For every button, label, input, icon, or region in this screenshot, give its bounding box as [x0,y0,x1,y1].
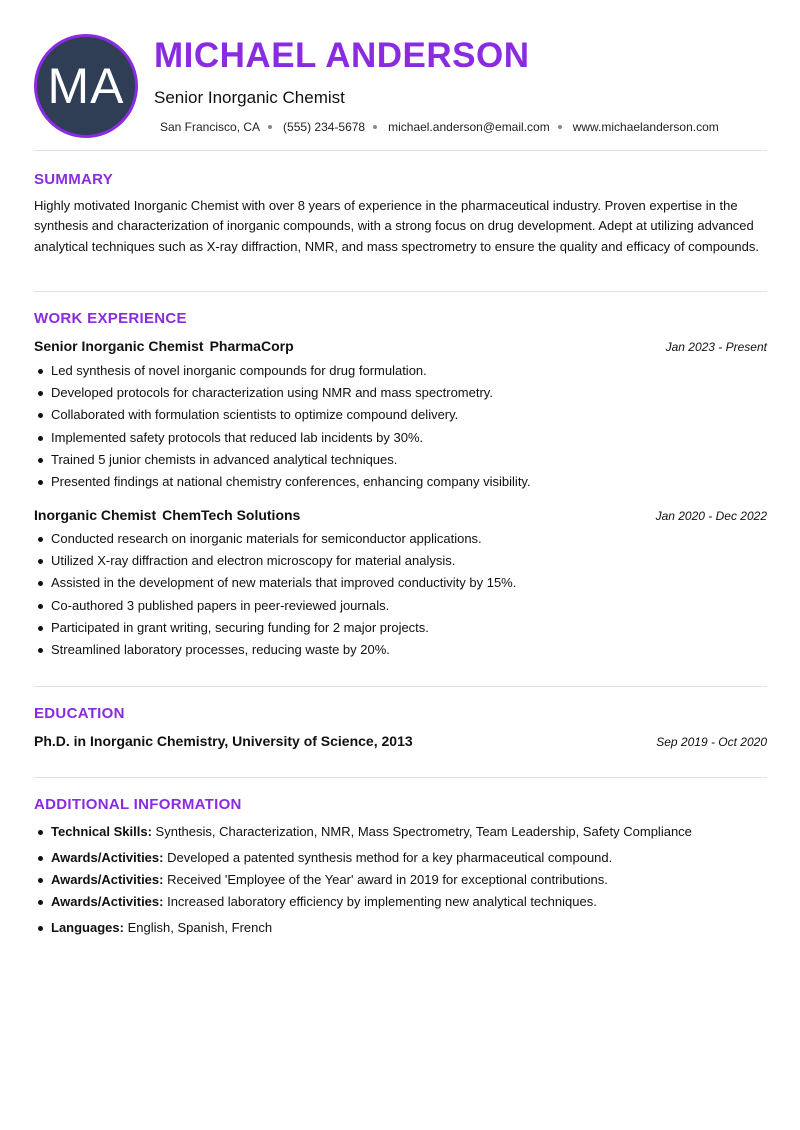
list-item: Co-authored 3 published papers in peer-reviewed journals. [51,595,767,617]
list-item: Developed protocols for characterization using NMR and mass spectrometry. [51,382,767,404]
additional-heading: ADDITIONAL INFORMATION [34,796,242,813]
contact-website: www.michaelanderson.com [572,120,719,134]
list-item [51,891,767,913]
divider [34,150,767,151]
job-role: Senior Inorganic Chemist [34,338,204,354]
separator-dot-icon [268,125,272,129]
divider [34,777,767,778]
item-label: Awards/Activities: [51,850,164,865]
divider [34,686,767,687]
list-item: Led synthesis of novel inorganic compounds for drug formulation. [51,360,767,382]
list-item: Participated in grant writing, securing funding for 2 major projects. [51,617,767,639]
item-text: English, Spanish, French [127,920,273,935]
list-item: Utilized X-ray diffraction and electron microscopy for material analysis. [51,550,767,572]
list-item: Streamlined laboratory processes, reducing waste by 20%. [51,639,767,661]
summary-heading: SUMMARY [34,171,114,188]
separator-dot-icon [373,125,377,129]
item-text: Increased laboratory efficiency by implementing new analytical techniques. [167,894,597,909]
list-item: Presented findings at national chemistry conferences, enhancing company visibility. [51,471,767,493]
avatar-initials: MA [47,58,125,114]
item-text: Received 'Employee of the Year' award in 2019 for exceptional contributions. [167,872,608,887]
list-item: Trained 5 junior chemists in advanced analytical techniques. [51,449,767,471]
contact-email: michael.anderson@email.com [388,120,550,134]
list-item [51,917,767,939]
list-item [51,821,767,843]
candidate-title: Senior Inorganic Chemist [154,88,345,107]
summary-text: Highly motivated Inorganic Chemist with over 8 years of experience in the pharmaceutical industry. Proven expertise in the synthesis and characterization of inorganic compounds, with a strong focus on drug development. Adept at utilizing advanced analytical techniques such as X-ray diffraction, NMR, and mass spectrometry to ensure the quality and efficacy of compounds. [34,198,759,254]
list-item: Collaborated with formulation scientists to optimize compound delivery. [51,404,767,426]
additional-list [51,821,767,939]
education-dates: Sep 2019 - Oct 2020 [656,735,767,749]
separator-dot-icon [558,125,562,129]
contact-phone: (555) 234-5678 [283,120,366,134]
avatar [34,34,138,138]
education-entry [34,733,767,749]
item-label: Technical Skills: [51,824,152,839]
item-text: Developed a patented synthesis method for a key pharmaceutical compound. [167,850,613,865]
education-degree: Ph.D. in Inorganic Chemistry, University of Science, 2013 [34,733,413,749]
job-role-company [34,338,294,354]
education-heading: EDUCATION [34,705,125,722]
contact-location: San Francisco, CA [160,120,261,134]
list-item: Conducted research on inorganic materials for semiconductor applications. [51,528,767,550]
job-header [34,507,767,523]
divider [34,291,767,292]
job-bullets [51,360,767,493]
item-label: Awards/Activities: [51,894,164,909]
item-label: Languages: [51,920,124,935]
job-role: Inorganic Chemist [34,507,157,523]
job-header [34,338,767,354]
item-text: Synthesis, Characterization, NMR, Mass Spectrometry, Team Leadership, Safety Compliance [155,824,692,839]
job-company: ChemTech Solutions [162,507,301,523]
contact-line [160,120,719,134]
job-dates: Jan 2020 - Dec 2022 [655,509,767,523]
list-item: Assisted in the development of new materials that improved conductivity by 15%. [51,572,767,594]
experience-heading: WORK EXPERIENCE [34,310,187,327]
list-item [51,869,767,891]
list-item: Implemented safety protocols that reduced lab incidents by 30%. [51,427,767,449]
job-dates: Jan 2023 - Present [665,340,767,354]
list-item [51,847,767,869]
item-label: Awards/Activities: [51,872,164,887]
job-company: PharmaCorp [209,338,294,354]
job-role-company [34,507,300,523]
job-bullets [51,528,767,661]
candidate-name: MICHAEL ANDERSON [154,36,530,75]
